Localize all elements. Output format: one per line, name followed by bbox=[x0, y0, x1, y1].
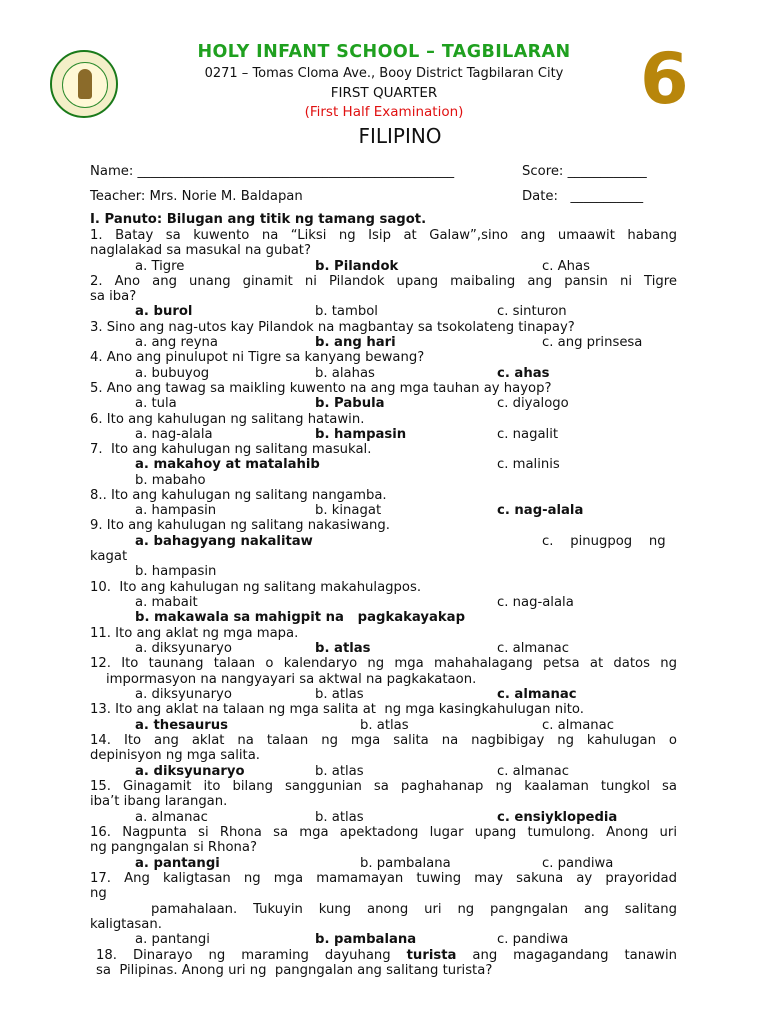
question-2-line-2: sa iba? bbox=[90, 289, 137, 304]
q10-option-a[interactable]: a. mabait bbox=[135, 595, 198, 610]
q2-option-c[interactable]: c. sinturon bbox=[497, 304, 567, 319]
question-15-line-1: 15. Ginagamit ito bilang sanggunian sa paghahanap ng kaalaman tungkol sa bbox=[90, 779, 677, 794]
q16-option-b[interactable]: b. pambalana bbox=[360, 856, 451, 871]
question-18-line-1 bbox=[96, 948, 677, 963]
q1-option-b[interactable]: b. Pilandok bbox=[315, 259, 399, 274]
q12-option-a[interactable]: a. diksyunaryo bbox=[135, 687, 232, 702]
q7-option-a[interactable]: a. makahoy at matalahib bbox=[135, 457, 320, 472]
teacher-label: Teacher: Mrs. Norie M. Baldapan bbox=[90, 189, 303, 204]
q6-option-b[interactable]: b. hampasin bbox=[315, 427, 407, 442]
q8-option-b[interactable]: b. kinagat bbox=[315, 503, 382, 518]
question-17-line-1: 17. Ang kaligtasan ng mga mamamayan tuwing may sakuna ay prayoridad bbox=[90, 871, 677, 886]
q1-option-c[interactable]: c. Ahas bbox=[542, 259, 590, 274]
score-field[interactable]: Score: ____________ bbox=[522, 164, 647, 179]
q9-option-c-cont: kagat bbox=[90, 549, 128, 564]
question-18-line-2: sa Pilipinas. Anong uri ng pangngalan ang salitang turista? bbox=[96, 963, 493, 978]
q5-option-c[interactable]: c. diyalogo bbox=[497, 396, 569, 411]
q9-option-a[interactable]: a. bahagyang nakalitaw bbox=[135, 534, 313, 549]
q2-option-a[interactable]: a. burol bbox=[135, 304, 193, 319]
question-14-line-1: 14. Ito ang aklat na talaan ng mga salita na nagbibigay ng kahulugan o bbox=[90, 733, 677, 748]
question-4: 4. Ano ang pinulupot ni Tigre sa kanyang bewang? bbox=[90, 350, 425, 365]
question-11: 11. Ito ang aklat ng mga mapa. bbox=[90, 626, 299, 641]
question-17-line-3: pamahalaan. Tukuyin kung anong uri ng pangngalan ang salitang bbox=[151, 902, 677, 917]
question-6: 6. Ito ang kahulugan ng salitang hatawin. bbox=[90, 412, 365, 427]
question-12-line-2: impormasyon na nangyayari sa aktwal na pagkakataon. bbox=[106, 672, 477, 687]
q4-option-c[interactable]: c. ahas bbox=[497, 366, 550, 381]
q17-option-c[interactable]: c. pandiwa bbox=[497, 932, 569, 947]
question-8: 8.. Ito ang kahulugan ng salitang nangamba. bbox=[90, 488, 387, 503]
q2-option-b[interactable]: b. tambol bbox=[315, 304, 378, 319]
q8-option-c[interactable]: c. nag-alala bbox=[497, 503, 584, 518]
question-13: 13. Ito ang aklat na talaan ng mga salita at ng mga kasingkahulugan nito. bbox=[90, 702, 584, 717]
question-17-line-2: ng bbox=[90, 886, 107, 901]
school-address: 0271 – Tomas Cloma Ave., Booy District Tagbilaran City bbox=[204, 66, 564, 81]
q15-option-c[interactable]: c. ensiyklopedia bbox=[497, 810, 618, 825]
q3-option-b[interactable]: b. ang hari bbox=[315, 335, 396, 350]
q10-option-b[interactable]: b. makawala sa mahigpit na pagkakayakap bbox=[135, 610, 466, 625]
q12-option-b[interactable]: b. atlas bbox=[315, 687, 364, 702]
question-1-line-1: 1. Batay sa kuwento na “Liksi ng Isip at Galaw”,sino ang umaawit habang bbox=[90, 228, 677, 243]
q8-option-a[interactable]: a. hampasin bbox=[135, 503, 217, 518]
q14-option-c[interactable]: c. almanac bbox=[497, 764, 569, 779]
q11-option-a[interactable]: a. diksyunaryo bbox=[135, 641, 232, 656]
school-name: HOLY INFANT SCHOOL – TAGBILARAN bbox=[197, 42, 571, 62]
q11-option-c[interactable]: c. almanac bbox=[497, 641, 569, 656]
q17-option-b[interactable]: b. pambalana bbox=[315, 932, 417, 947]
question-16-line-1: 16. Nagpunta si Rhona sa mga apektadong lugar upang tumulong. Anong uri bbox=[90, 825, 677, 840]
question-5: 5. Ano ang tawag sa maikling kuwento na ang mga tauhan ay hayop? bbox=[90, 381, 552, 396]
q5-option-a[interactable]: a. tula bbox=[135, 396, 177, 411]
question-9: 9. Ito ang kahulugan ng salitang nakasiwang. bbox=[90, 518, 390, 533]
q6-option-c[interactable]: c. nagalit bbox=[497, 427, 559, 442]
quarter-label: FIRST QUARTER bbox=[330, 85, 438, 101]
q13-option-c[interactable]: c. almanac bbox=[542, 718, 614, 733]
question-7: 7. Ito ang kahulugan ng salitang masukal. bbox=[90, 442, 372, 457]
q14-option-b[interactable]: b. atlas bbox=[315, 764, 364, 779]
q7-option-b[interactable]: b. mabaho bbox=[135, 473, 206, 488]
q13-option-b[interactable]: b. atlas bbox=[360, 718, 409, 733]
q7-option-c[interactable]: c. malinis bbox=[497, 457, 560, 472]
q6-option-a[interactable]: a. nag-alala bbox=[135, 427, 213, 442]
q3-option-a[interactable]: a. ang reyna bbox=[135, 335, 218, 350]
q15-option-a[interactable]: a. almanac bbox=[135, 810, 208, 825]
q9-option-c[interactable]: c. pinugpog ng bbox=[542, 534, 666, 549]
question-18-text-2: ang magagandang tanawin bbox=[456, 948, 677, 963]
q12-option-c[interactable]: c. almanac bbox=[497, 687, 577, 702]
q5-option-b[interactable]: b. Pabula bbox=[315, 396, 385, 411]
question-17-line-4: kaligtasan. bbox=[90, 917, 162, 932]
question-18-keyword: turista bbox=[406, 948, 457, 963]
question-16-line-2: ng pangngalan si Rhona? bbox=[90, 840, 257, 855]
name-field[interactable]: Name: ________________________________________________ bbox=[90, 164, 455, 179]
question-14-line-2: depinisyon ng mga salita. bbox=[90, 748, 260, 763]
q11-option-b[interactable]: b. atlas bbox=[315, 641, 371, 656]
q15-option-b[interactable]: b. atlas bbox=[315, 810, 364, 825]
q3-option-c[interactable]: c. ang prinsesa bbox=[542, 335, 643, 350]
q13-option-a[interactable]: a. thesaurus bbox=[135, 718, 229, 733]
q16-option-a[interactable]: a. pantangi bbox=[135, 856, 220, 871]
instructions: I. Panuto: Bilugan ang titik ng tamang sagot. bbox=[90, 212, 427, 227]
q1-option-a[interactable]: a. Tigre bbox=[135, 259, 185, 274]
q14-option-a[interactable]: a. diksyunaryo bbox=[135, 764, 245, 779]
q4-option-a[interactable]: a. bubuyog bbox=[135, 366, 210, 381]
q10-option-c[interactable]: c. nag-alala bbox=[497, 595, 574, 610]
question-18-text-1: 18. Dinarayo ng maraming dayuhang bbox=[96, 948, 407, 963]
exam-label: (First Half Examination) bbox=[304, 104, 464, 120]
question-1-line-2: naglalakad sa masukal na gubat? bbox=[90, 243, 311, 258]
q4-option-b[interactable]: b. alahas bbox=[315, 366, 375, 381]
subject-title: FILIPINO bbox=[358, 124, 442, 148]
question-12-line-1: 12. Ito taunang talaan o kalendaryo ng mga mahahalagang petsa at datos ng bbox=[90, 656, 677, 671]
grade-number: 6 bbox=[640, 38, 689, 120]
question-2-line-1: 2. Ano ang unang ginamit ni Pilandok upang maibaling ang pansin ni Tigre bbox=[90, 274, 677, 289]
q17-option-a[interactable]: a. pantangi bbox=[135, 932, 210, 947]
question-15-line-2: iba’t ibang larangan. bbox=[90, 794, 228, 809]
question-3: 3. Sino ang nag-utos kay Pilandok na magbantay sa tsokolateng tinapay? bbox=[90, 320, 575, 335]
q9-option-b[interactable]: b. hampasin bbox=[135, 564, 217, 579]
q16-option-c[interactable]: c. pandiwa bbox=[542, 856, 614, 871]
question-10: 10. Ito ang kahulugan ng salitang makahulagpos. bbox=[90, 580, 422, 595]
date-field[interactable]: Date: ___________ bbox=[522, 189, 644, 204]
